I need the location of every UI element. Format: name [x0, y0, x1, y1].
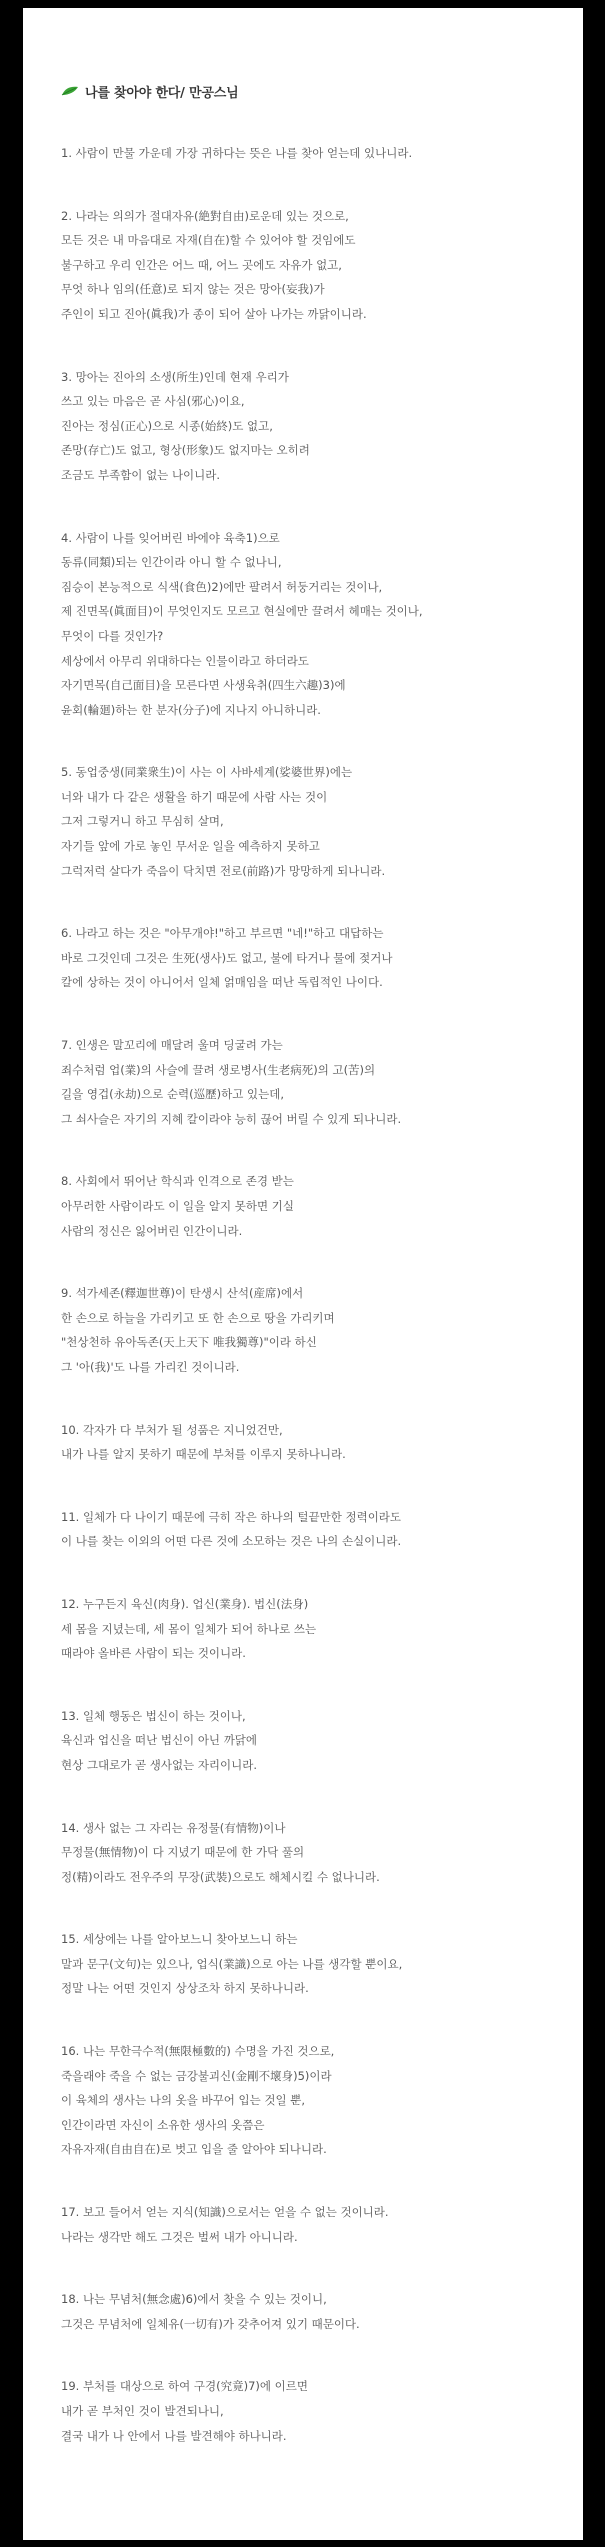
text-line: 이 육체의 생사는 나의 옷을 바꾸어 입는 것일 뿐, [61, 2093, 305, 2108]
text-line: 5. 동업중생(同業衆生)이 사는 이 사바세계(娑婆世界)에는 [61, 765, 353, 780]
text-line: 내가 나를 알지 못하기 때문에 부처를 이루지 못하나니라. [61, 1447, 346, 1462]
paragraph [61, 760, 583, 883]
text-line: 무엇이 다를 것인가? [61, 628, 164, 643]
text-line: 3. 망아는 진아의 소생(所生)인데 현재 우리가 [61, 369, 289, 384]
paragraph [61, 2287, 583, 2336]
text-line: 이 나를 찾는 이외의 어떤 다른 것에 소모하는 것은 나의 손실이니라. [61, 1534, 402, 1549]
text-line: 칼에 상하는 것이 아니어서 일체 얽매임을 떠난 독립적인 나이다. [61, 975, 383, 990]
text-line: 동류(同類)되는 인간이라 아니 할 수 없나니, [61, 555, 282, 570]
text-line: 자유자재(自由自在)로 벗고 입을 줄 알아야 되나니라. [61, 2142, 327, 2157]
text-line: 무엇 하나 임의(任意)로 되지 않는 것은 망아(妄我)가 [61, 282, 325, 297]
text-line: 세상에서 아무리 위대하다는 인물이라고 하더라도 [61, 653, 309, 668]
paragraph [61, 1033, 583, 1131]
paragraph [61, 2374, 583, 2448]
paragraph [61, 2200, 583, 2249]
post-title: 나를 찾아야 한다/ 만공스님 [85, 85, 239, 101]
text-line: 바로 그것인데 그것은 生死(생사)도 없고, 불에 타거나 물에 젖거나 [61, 950, 393, 965]
paragraph [61, 1418, 583, 1467]
text-line: 2. 나라는 의의가 절대자유(絶對自由)로운데 있는 것으로, [61, 208, 349, 223]
paragraph [61, 1281, 583, 1379]
text-line: 존망(存亡)도 없고, 형상(形象)도 없지마는 오히려 [61, 443, 310, 458]
text-line: 자기들 앞에 가로 놓인 무서운 일을 예측하지 못하고 [61, 839, 320, 854]
text-line: 14. 생사 없는 그 자리는 유정물(有情物)이나 [61, 1820, 286, 1835]
text-line: 그저 그렇거니 하고 무심히 살며, [61, 814, 224, 829]
text-line: 세 몸을 지녔는데, 세 몸이 일체가 되어 하나로 쓰는 [61, 1621, 317, 1636]
text-line: 쓰고 있는 마음은 곧 사심(邪心)이요, [61, 394, 245, 409]
text-line: 사람의 정신은 잃어버린 인간이니라. [61, 1223, 243, 1238]
text-line: 죽을래야 죽을 수 없는 금강불괴신(金剛不壞身)5)이라 [61, 2068, 332, 2083]
leaf-icon [61, 86, 79, 96]
text-line: 모든 것은 내 마음대로 자재(自在)할 수 있어야 할 것임에도 [61, 233, 356, 248]
text-line: 17. 보고 들어서 얻는 지식(知識)으로서는 얻을 수 없는 것이니라. [61, 2205, 389, 2220]
text-line: 진아는 정심(正心)으로 시종(始終)도 없고, [61, 418, 273, 433]
text-line: 정(精)이라도 전우주의 무장(武裝)으로도 해체시킬 수 없나니라. [61, 1869, 380, 1884]
text-line: 무정물(無情物)이 다 지녔기 때문에 한 가닥 풀의 [61, 1845, 305, 1860]
text-line: 결국 내가 나 안에서 나를 발견해야 하나니라. [61, 2428, 287, 2443]
paragraph [61, 1505, 583, 1554]
text-line: 자기면목(自己面目)을 모른다면 사생육취(四生六趣)3)에 [61, 678, 346, 693]
text-line: 죄수처럼 업(業)의 사슬에 끌려 생로병사(生老病死)의 고(苦)의 [61, 1062, 376, 1077]
text-line: 인간이라면 자신이 소유한 생사의 옷쯤은 [61, 2117, 265, 2132]
text-line: 너와 내가 다 같은 생활을 하기 때문에 사람 사는 것이 [61, 789, 328, 804]
text-line: "천상천하 유아독존(天上天下 唯我獨尊)"이라 하신 [61, 1335, 317, 1350]
paragraph [61, 1816, 583, 1890]
text-line: 주인이 되고 진아(眞我)가 종이 되어 살아 나가는 까닭이니라. [61, 306, 367, 321]
text-line: 제 진면목(眞面目)이 무엇인지도 모르고 현실에만 끌려서 헤매는 것이나, [61, 604, 423, 619]
paragraph [61, 1927, 583, 2001]
text-line: 9. 석가세존(釋迦世尊)이 탄생시 산석(産席)에서 [61, 1286, 304, 1301]
paragraph [61, 1592, 583, 1666]
text-line: 윤회(輪廻)하는 한 분자(分子)에 지나지 아니하니라. [61, 702, 321, 717]
paragraph [61, 365, 583, 488]
paragraph [61, 526, 583, 723]
post-header [61, 81, 583, 101]
post-body [61, 141, 583, 2448]
text-line: 내가 곧 부처인 것이 발견되나니, [61, 2404, 224, 2418]
text-line: 짐승이 본능적으로 식색(食色)2)에만 팔려서 허둥거리는 것이나, [61, 579, 383, 594]
text-line: 그럭저럭 살다가 죽음이 닥치면 전로(前路)가 망망하게 되나니라. [61, 863, 386, 878]
text-line: 4. 사람이 나를 잊어버린 바에야 육축1)으로 [61, 530, 280, 545]
text-line: 육신과 업신을 떠난 법신이 아닌 까닭에 [61, 1733, 258, 1748]
paragraph [61, 2039, 583, 2162]
paragraph [61, 141, 583, 166]
text-line: 11. 일체가 다 나이기 때문에 극히 작은 하나의 털끝만한 정력이라도 [61, 1509, 402, 1524]
text-line: 그 쇠사슬은 자기의 지혜 칼이라야 능히 끊어 버릴 수 있게 되나니라. [61, 1111, 402, 1126]
post-content [23, 81, 583, 2448]
text-line: 길을 영겁(永劫)으로 순력(巡歷)하고 있는데, [61, 1087, 284, 1102]
text-line: 6. 나라고 하는 것은 "아무개야!"하고 부르면 "네!"하고 대답하는 [61, 926, 384, 941]
text-line: 현상 그대로가 곧 생사없는 자리이니라. [61, 1757, 258, 1772]
text-line: 때라야 올바른 사람이 되는 것이니라. [61, 1646, 246, 1661]
text-line: 12. 누구든지 육신(肉身). 업신(業身). 법신(法身) [61, 1596, 309, 1611]
text-line: 19. 부처를 대상으로 하여 구경(究竟)7)에 이르면 [61, 2379, 308, 2394]
text-line: 10. 각자가 다 부처가 될 성품은 지니었건만, [61, 1422, 283, 1437]
text-line: 조금도 부족함이 없는 나이니라. [61, 467, 221, 482]
text-line: 나라는 생각만 해도 그것은 벌써 내가 아니니라. [61, 2229, 298, 2244]
text-line: 1. 사람이 만물 가운데 가장 귀하다는 뜻은 나를 찾아 얻는데 있나니라. [61, 146, 413, 160]
text-line: 그것은 무념처에 일체유(一切有)가 갖추어져 있기 때문이다. [61, 2316, 360, 2331]
text-line: 8. 사회에서 뛰어난 학식과 인격으로 존경 받는 [61, 1174, 294, 1189]
paragraph [61, 204, 583, 327]
paragraph [61, 1169, 583, 1243]
text-line: 15. 세상에는 나를 알아보느니 찾아보느니 하는 [61, 1932, 298, 1947]
text-line: 한 손으로 하늘을 가리키고 또 한 손으로 땅을 가리키며 [61, 1310, 335, 1325]
text-line: 16. 나는 무한극수적(無限極數的) 수명을 가진 것으로, [61, 2044, 335, 2059]
text-line: 7. 인생은 말꼬리에 매달려 울며 딩굴려 가는 [61, 1038, 283, 1053]
text-line: 18. 나는 무념처(無念處)6)에서 찾을 수 있는 것이니, [61, 2292, 327, 2307]
paragraph [61, 1704, 583, 1778]
text-line: 불구하고 우리 인간은 어느 때, 어느 곳에도 자유가 없고, [61, 257, 342, 272]
text-line: 13. 일체 행동은 법신이 하는 것이나, [61, 1708, 246, 1723]
text-line: 정말 나는 어떤 것인지 상상조차 하지 못하나니라. [61, 1981, 309, 1996]
post-page [23, 8, 583, 2540]
text-line: 그 '아(我)'도 나를 가리킨 것이니라. [61, 1359, 240, 1374]
text-line: 아무러한 사람이라도 이 일을 알지 못하면 기실 [61, 1199, 295, 1213]
text-line: 말과 문구(文句)는 있으나, 업식(業識)으로 아는 나를 생각할 뿐이요, [61, 1956, 403, 1971]
paragraph [61, 921, 583, 995]
